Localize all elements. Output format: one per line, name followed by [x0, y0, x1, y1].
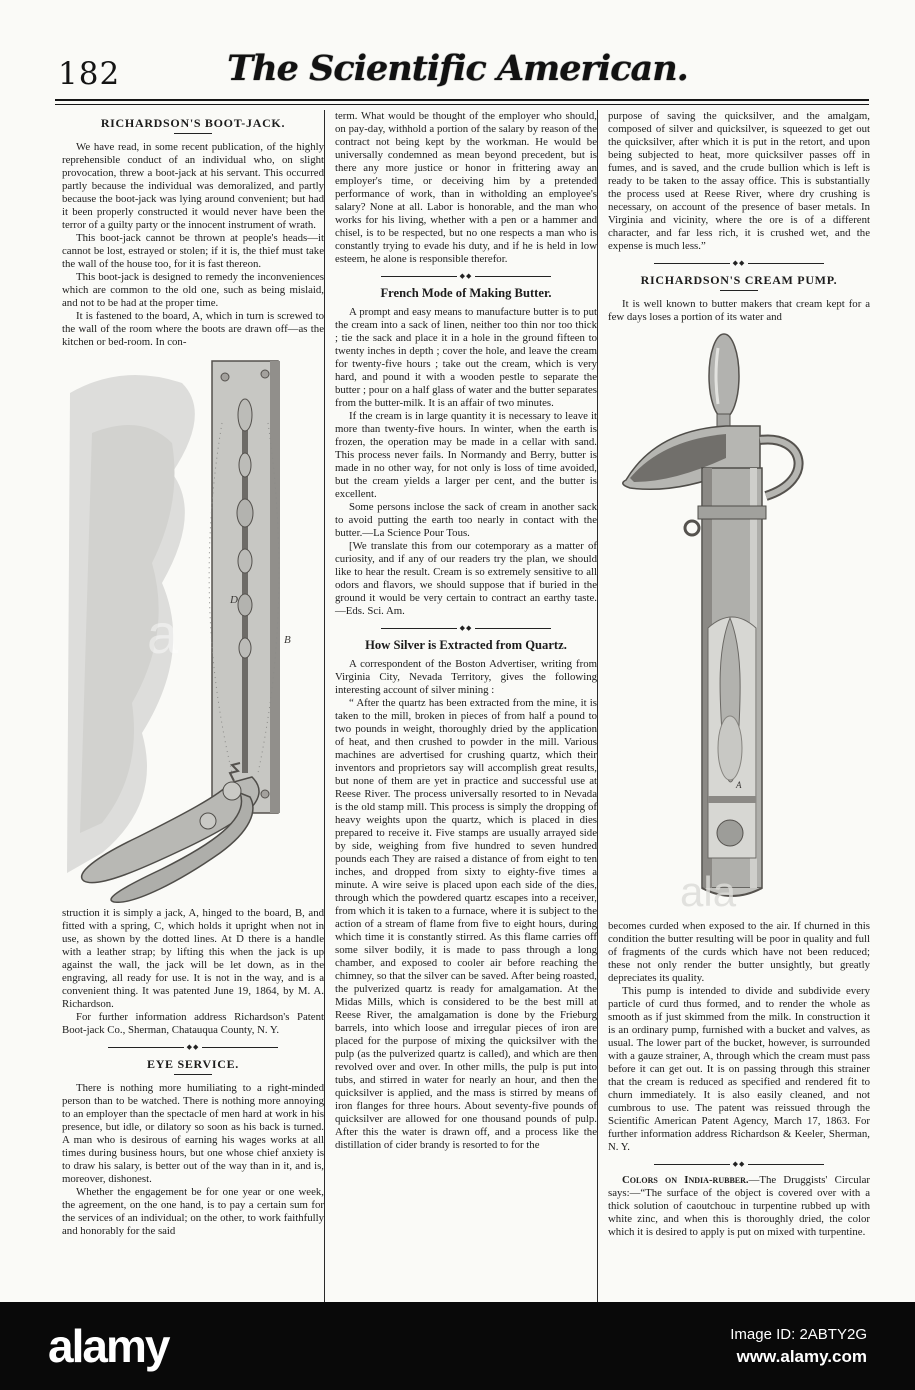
title-rule: [174, 133, 212, 134]
paragraph: For further information address Richardson's Patent Boot-jack Co., Sherman, Chatauqua County, N. Y.: [62, 1011, 324, 1036]
article-separator: ◆◆: [654, 1161, 824, 1168]
alamy-info: [730, 1326, 867, 1367]
article-title-cream-pump: RICHARDSON'S CREAM PUMP.: [640, 273, 838, 287]
paragraph-india-rubber: [608, 1174, 870, 1239]
paragraph: purpose of saving the quicksilver, and the amalgam, composed of silver and quicksilver, is squeezed to get out the quicksilver, after which it is put in the retort, and upon being subjected to heat, more quicksilver passes off in fumes, and is saved, and the crude bullion which is left is ready to be taken to the assay office. This is substantially the process used at Reese River, where dry crushing is necessary, on account of the presence of baser metals. In Virginia and vicinity, where the ore is of a different character, and far less rich, it is crushed wet, and the expense is much less.”: [608, 110, 870, 252]
paragraph: This pump is intended to divide and subdivide every particle of curd thus formed, and to render the whole as smooth as if just skimmed from the milk. In construction it is an ordinary pump, furnished with a bucket and valves, as usual. The lower part of the bucket, however, is surrounded with a gauze strainer, A, through which the cream must pass before it can get out. It is on passing through this strainer that the cream is reduced as specified and rendered fit to churn immediately. It is also easily cleaned, and not cumbrous to use. The patent was reissued through the Scientific American Patent Agency, March 17, 1863. For further information address Richardson & Keeler, Sherman, N. Y.: [608, 985, 870, 1153]
india-rubber-lead: Colors on India-rubber.: [622, 1174, 749, 1186]
article-title-butter: French Mode of Making Butter.: [380, 286, 552, 300]
article-separator: ◆◆: [381, 273, 551, 280]
alamy-watermark-bar: [0, 1302, 915, 1390]
article-separator: ◆◆: [108, 1044, 278, 1051]
alamy-watermark-letters: ala: [680, 868, 737, 915]
column-left: [62, 110, 324, 1302]
title-rule: [174, 1074, 212, 1075]
paragraph: “ After the quartz has been extracted from the mine, it is taken to the mill, broken in pieces of from half a pound to two pounds in weight, thoroughly dried by the application of heat, and then crushed to powder in the mill. Various machines are advertised for crushing quartz, which their inventors and proprietors say will accomplish great results, but none of them are yet in practice and successful use at Reese River. The process universally resorted to in Nevada is the old stamp mill. This process is simply the dropping of heavy weights upon the quartz, which is placed in dies prepared to receive it. Five stamps are usually arrayed side by side, weighing from five hundred to seven hundred pounds each They are raised a distance of from eight to ten inches, and dropped from sixty to eighty-five times a minute. A wire seive is placed upon each side of the dies, through which the powdered quartz escapes into a receiver, from which it is taken to a furnace, where it is subject to the action of a stream of flame from five to eight hours, during which time it is constantly stirred. As this flame carries off some silver bodily, it is made to pass through a long chamber, and exposed to cooler air before reaching the chimney, so that the silver can be saved. After being roasted, the pulverized quartz is ready for amalgamation. At the Midas Mills, which is considered to be the best mill at Reese River, the amalgamation is done by the Frieburg barrels, into which loose and irregular pieces of iron are placed for the purpose of mixing the quicksilver with the pulp (as the pulverized quartz is called), and which are then revolved over and over. In other mills, the pulp is put into tubs, and stirred in water for nearly an hour, and then the quicksilver is applied, and the mass is stirred by means of iron flanges for three hours. About seventy-five pounds of quicksilver are allowed for one thousand pounds of pulp. After this the water is drawn off, and a process like the distillation of cider brandy is resorted to for the: [335, 697, 597, 1151]
article-separator: ◆◆: [381, 625, 551, 632]
paragraph: It is well known to butter makers that cream kept for a few days loses a portion of its water and: [608, 298, 870, 323]
paragraph: A correspondent of the Boston Advertiser, writing from Virginia City, Nevada Territory, gives the following interesting account of silver mining :: [335, 658, 597, 696]
india-rubber-body: —The Druggists' Circular says:—“The surface of the object is covered over with a thick solution of caoutchouc in turpentine rubbed up with white zinc, and when this is thoroughly dried, the color which it is desired to apply is put on mixed with turpentine.: [608, 1174, 870, 1238]
paragraph: becomes curded when exposed to the air. If churned in this condition the butter resulting will be poor in quality and full of fragments of the curds which have not been reduced; these not only render the butter unsightly, but greatly depreciates its quality.: [608, 920, 870, 984]
article-title-silver: How Silver is Extracted from Quartz.: [365, 638, 567, 652]
article-separator: ◆◆: [654, 260, 824, 267]
paragraph: Some persons inclose the sack of cream in another sack to avoid putting the earth too nearly in contact with the butter.—La Science Pour Tous.: [335, 501, 597, 539]
paragraph: Whether the engagement be for one year or one week, the agreement, on the one hand, is to pay a certain sum for the services of an individual; on the other, to work faithfully and honorably for the said: [62, 1186, 324, 1237]
masthead-rule: [55, 99, 869, 105]
paragraph: If the cream is in large quantity it is necessary to leave it more than twenty-five hours. In winter, when the earth is frozen, the operation may be made in a cellar with sand. This process never fails. In Normandy and Berry, butter is made in no other way, for not only is loss of time avoided, but the cream yields a larger per cent, and the butter is excellent.: [335, 410, 597, 500]
cream-pump-engraving: [608, 328, 870, 916]
alamy-watermark-letter: a: [147, 602, 179, 665]
alamy-image-id: Image ID: 2ABTY2G: [730, 1325, 867, 1343]
paragraph: This boot-jack is designed to remedy the inconveniences which are common to the old one, such as being mislaid, and not to be had at the proper time.: [62, 271, 324, 309]
masthead-title: The Scientific American.: [227, 48, 688, 89]
paragraph: We have read, in some recent publication, of the highly reprehensible conduct of an individual who, on slight provocation, threw a boot-jack at his servant. This occurred partly because the individual was demoralized, and partly because the boot-jack was lying around convenient; but had it been properly constructed it would never have been the terror of a guilty party or the innocent instrument of wrath.: [62, 141, 324, 231]
paragraph: This boot-jack cannot be thrown at people's heads—it cannot be lost, estrayed or stolen; if it is, the thief must take the wall of the house too, for it is fast thereon.: [62, 232, 324, 270]
article-title-boot-jack: RICHARDSON'S BOOT-JACK.: [100, 116, 286, 130]
engraving-label-d: D: [230, 594, 238, 606]
paragraph: [We translate this from our cotemporary as a matter of curiosity, and if any of our readers try the plan, we should like to hear the result. Cream is so extremely sensitive to all odors and flavors, we should suppose that if buried in the ground it would be very certain to contract an earthy taste.—Eds. Sci. Am.: [335, 540, 597, 617]
page-columns: [62, 110, 870, 1302]
alamy-url: www.alamy.com: [736, 1346, 867, 1366]
engraving-label-a: A: [736, 780, 742, 790]
boot-jack-engraving: [62, 353, 324, 903]
column-middle: [324, 110, 597, 1302]
paragraph: term. What would be thought of the employer who should, on pay-day, withhold a portion of the salary by reason of the contract not being kept by the workman. He would be universally condemned as mean beyond precedent, but is there any more justice or honor in frittering away an employer's time, or deceiving him by a pretended performance of work, than in witholding an employee's salary? None at all. Labor is honorable, and the man who works for his living, whether with a pen or a hammer and chisel, is to be respected, but no one respects a man who is constantly trying to evade his duty, and if he is held in low esteem, he alone is responsible therefor.: [335, 110, 597, 265]
page-number: 182: [58, 56, 121, 92]
article-title-eye-service: EYE SERVICE.: [146, 1057, 239, 1071]
alamy-logo: alamy: [48, 1320, 169, 1372]
title-rule: [720, 290, 758, 291]
paragraph: A prompt and easy means to manufacture butter is to put the cream into a sack of linen, neither too thin nor too thick ; tie the sack and place it in a hole in the ground fifteen to twenty inches in depth ; cover the hole, and leave the cream for twenty-five hours ; take out the cream, which is very hard, and pound it with a wooden pestle to separate the butter ; pour on a half glass of water and the butter separates from the butter-milk. It is an affair of two minutes.: [335, 306, 597, 409]
column-right: [597, 110, 870, 1302]
paragraph: It is fastened to the board, A, which in turn is screwed to the wall of the room where the boots are drawn off—as the kitchen or bed-room. In con-: [62, 310, 324, 348]
paragraph: There is nothing more humiliating to a right-minded person than to be watched. There is nothing more annoying to an employer than the spectacle of men hard at work in his presence, but idle, or dilatory so soon as his back is turned. A man who is desirous of earning his wages works at all times during business hours, but one whose chief anxiety is to draw his salary, is better out of the way than in it, and is, moreover, dishonest.: [62, 1082, 324, 1185]
engraving-label-b: B: [284, 634, 291, 646]
paragraph: struction it is simply a jack, A, hinged to the board, B, and fitted with a spring, C, which holds it upright when not in use, as shown by the dotted lines. At D there is a handle with a leather strap; by lifting this when the jack is up against the wall, the jack will be let down, as in the engraving, all ready for use. It is not in the way, and is a convenient thing. It was patented June 19, 1864, by M. A. Richardson.: [62, 907, 324, 1010]
